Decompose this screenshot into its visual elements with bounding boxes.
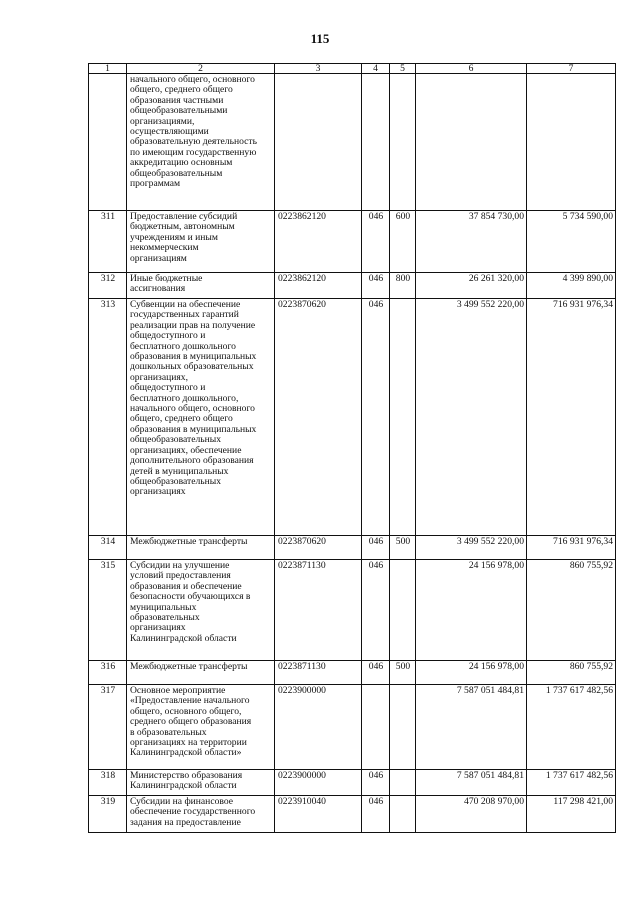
- row-name: Субсидии на финансовое обеспечение государственного задания на предоставление: [130, 796, 256, 828]
- target-code: 0223870620: [275, 299, 362, 536]
- table-row: [89, 299, 616, 536]
- amount-col7: 1 737 617 482,56: [527, 770, 616, 796]
- amount-col6: 26 261 320,00: [416, 273, 527, 299]
- amount-col6: 7 587 051 484,81: [416, 685, 527, 770]
- target-code: 0223900000: [275, 685, 362, 770]
- grbs-code: 046: [362, 536, 390, 560]
- header-cell: 7: [527, 64, 616, 74]
- amount-col6: 470 208 970,00: [416, 796, 527, 833]
- grbs-code: 046: [362, 661, 390, 685]
- row-number: 316: [89, 661, 127, 685]
- amount-col6: 37 854 730,00: [416, 211, 527, 273]
- row-number: 319: [89, 796, 127, 833]
- expense-type: 500: [390, 536, 416, 560]
- amount-col7: 4 399 890,00: [527, 273, 616, 299]
- amount-col7: 860 755,92: [527, 560, 616, 661]
- row-name: Субвенции на обеспечение государственных гарантий реализации прав на получение общедоступного и бесплатного дошкольного образования в муниципальных дошкольных образовательных организациях, общедоступного и бесплатного дошкольного, начального общего, основного общего, среднего общего образования в муниципальных общеобразовательных организациях, обеспечение дополнительного образования детей в муниципальных общеобразовательных организациях: [130, 299, 257, 498]
- row-number: 317: [89, 685, 127, 770]
- table-row: [89, 661, 616, 685]
- header-cell: 6: [416, 64, 527, 74]
- expense-type: [390, 74, 416, 211]
- amount-col6: [416, 74, 527, 211]
- amount-col7: 5 734 590,00: [527, 211, 616, 273]
- grbs-code: 046: [362, 273, 390, 299]
- table-header-row: [89, 64, 616, 74]
- target-code: 0223871130: [275, 661, 362, 685]
- target-code: 0223910040: [275, 796, 362, 833]
- amount-col7: 716 931 976,34: [527, 299, 616, 536]
- row-number: 315: [89, 560, 127, 661]
- amount-col6: 24 156 978,00: [416, 560, 527, 661]
- amount-col6: 24 156 978,00: [416, 661, 527, 685]
- row-name: Межбюджетные трансферты: [130, 536, 248, 547]
- target-code: 0223870620: [275, 536, 362, 560]
- row-number: 318: [89, 770, 127, 796]
- target-code: 0223862120: [275, 211, 362, 273]
- row-number: 313: [89, 299, 127, 536]
- expense-type: 500: [390, 661, 416, 685]
- amount-col7: 117 298 421,00: [527, 796, 616, 833]
- table-row: [89, 685, 616, 770]
- table-row: [89, 770, 616, 796]
- grbs-code: 046: [362, 299, 390, 536]
- grbs-code: 046: [362, 560, 390, 661]
- table-row: [89, 273, 616, 299]
- row-name: Иные бюджетные ассигнования: [130, 273, 203, 295]
- row-number: 314: [89, 536, 127, 560]
- expense-type: [390, 685, 416, 770]
- row-name: Министерство образования Калининградской области: [130, 770, 243, 792]
- header-cell: 5: [390, 64, 416, 74]
- target-code: [275, 74, 362, 211]
- header-cell: 2: [127, 64, 275, 74]
- header-cell: 3: [275, 64, 362, 74]
- target-code: 0223862120: [275, 273, 362, 299]
- grbs-code: 046: [362, 211, 390, 273]
- row-name: Предоставление субсидий бюджетным, автономным учреждениям и иным некоммерческим организациям: [130, 211, 238, 264]
- header-cell: 4: [362, 64, 390, 74]
- table-row: [89, 796, 616, 833]
- target-code: 0223900000: [275, 770, 362, 796]
- row-name: Субсидии на улучшение условий предоставления образования и обеспечение безопасности обучающихся в муниципальных образовательных организациях Калининградской области: [130, 560, 251, 644]
- header-cell: 1: [89, 64, 127, 74]
- row-name: Межбюджетные трансферты: [130, 661, 248, 672]
- amount-col7: [527, 74, 616, 211]
- expense-type: 600: [390, 211, 416, 273]
- table-row: [89, 211, 616, 273]
- amount-col6: 3 499 552 220,00: [416, 536, 527, 560]
- page-number: 115: [310, 31, 330, 46]
- row-number: [89, 74, 127, 211]
- budget-table: [88, 63, 616, 833]
- expense-type: [390, 770, 416, 796]
- grbs-code: [362, 74, 390, 211]
- expense-type: [390, 796, 416, 833]
- row-number: 312: [89, 273, 127, 299]
- table-row: [89, 74, 616, 211]
- amount-col7: 1 737 617 482,56: [527, 685, 616, 770]
- target-code: 0223871130: [275, 560, 362, 661]
- table-row: [89, 536, 616, 560]
- grbs-code: [362, 685, 390, 770]
- grbs-code: 046: [362, 770, 390, 796]
- amount-col7: 860 755,92: [527, 661, 616, 685]
- expense-type: [390, 299, 416, 536]
- amount-col6: 7 587 051 484,81: [416, 770, 527, 796]
- amount-col6: 3 499 552 220,00: [416, 299, 527, 536]
- table-row: [89, 560, 616, 661]
- expense-type: 800: [390, 273, 416, 299]
- row-number: 311: [89, 211, 127, 273]
- grbs-code: 046: [362, 796, 390, 833]
- row-name: Основное мероприятие «Предоставление начального общего, основного общего, среднего общего образования в образовательных организациях на территории Калининградской области»: [130, 685, 252, 759]
- row-name: начального общего, основного общего, среднего общего образования частными общеобразовательными организациями, осуществляющими образовательную деятельность по имеющим государственную аккредитацию основным общеобразовательным программам: [130, 74, 257, 190]
- amount-col7: 716 931 976,34: [527, 536, 616, 560]
- expense-type: [390, 560, 416, 661]
